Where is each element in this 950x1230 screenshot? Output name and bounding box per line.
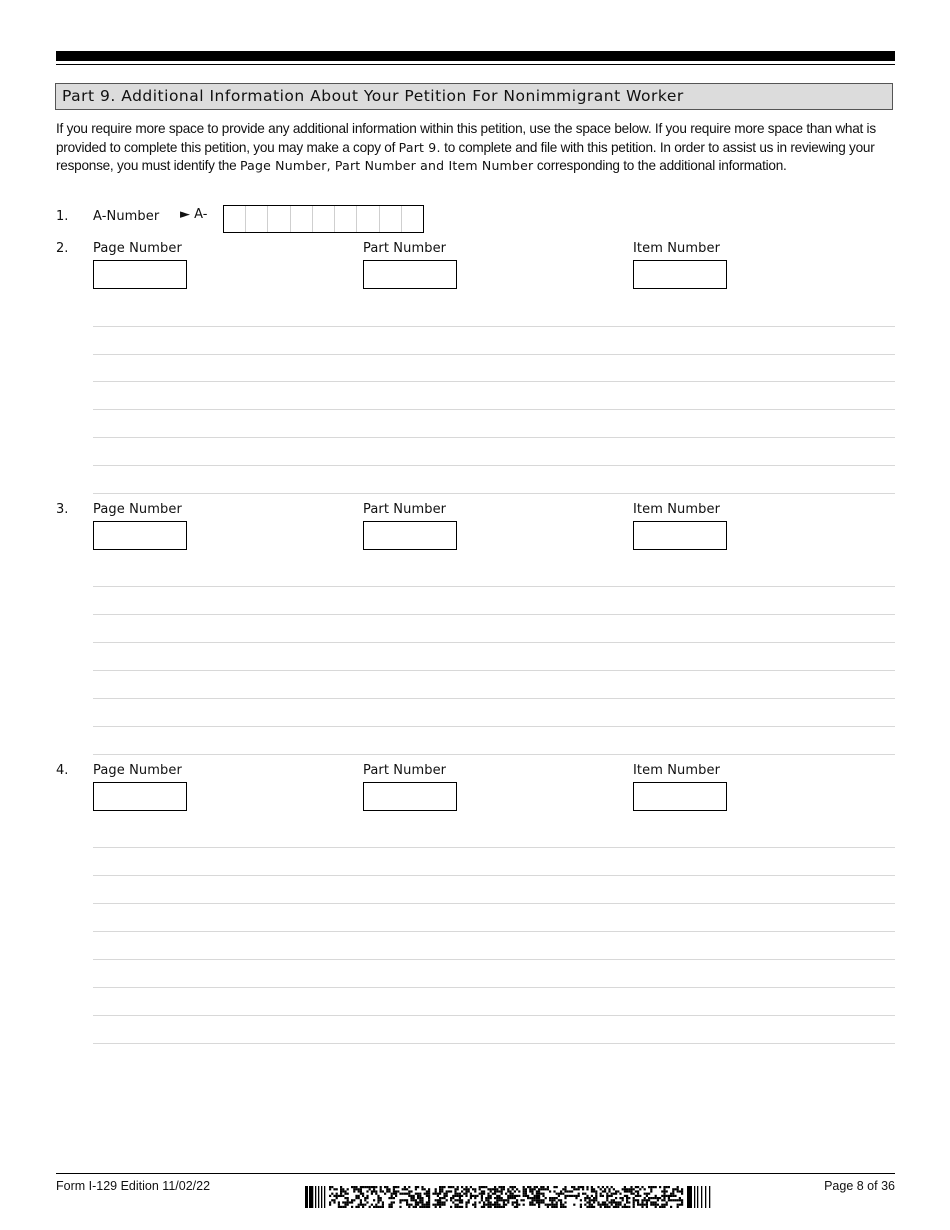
item-3-number: 3. bbox=[56, 502, 69, 517]
item-3-part-number-input[interactable] bbox=[363, 521, 457, 550]
item-2-item-label: Item Number bbox=[633, 241, 721, 256]
top-rule-thick bbox=[56, 51, 895, 61]
item-4-item-number-input[interactable] bbox=[633, 782, 727, 811]
item-2-page-label: Page Number bbox=[93, 241, 182, 256]
a-number-digit-cell bbox=[246, 206, 268, 232]
item-3-item-label: Item Number bbox=[633, 502, 721, 517]
item-2-part-label: Part Number bbox=[363, 241, 447, 256]
item-2-item-number-input[interactable] bbox=[633, 260, 727, 289]
a-number-digit-cell bbox=[357, 206, 379, 232]
item-2-answer-line[interactable] bbox=[93, 493, 895, 494]
item-4-answer-line[interactable] bbox=[93, 875, 895, 876]
a-number-digit-cell bbox=[224, 206, 246, 232]
item-3-answer-line[interactable] bbox=[93, 754, 895, 755]
item-3-answer-line[interactable] bbox=[93, 642, 895, 643]
item-2-answer-line[interactable] bbox=[93, 326, 895, 327]
item-3-answer-line[interactable] bbox=[93, 698, 895, 699]
a-number-digit-cell bbox=[291, 206, 313, 232]
item-3-page-label: Page Number bbox=[93, 502, 182, 517]
item-4-answer-line[interactable] bbox=[93, 959, 895, 960]
a-number-digit-cell bbox=[268, 206, 290, 232]
item-3-answer-line[interactable] bbox=[93, 670, 895, 671]
item-4-answer-line[interactable] bbox=[93, 847, 895, 848]
fields-reference: Page Number, Part Number and Item Number bbox=[239, 158, 534, 173]
item-2-part-number-input[interactable] bbox=[363, 260, 457, 289]
item-4-number: 4. bbox=[56, 763, 69, 778]
item-3-answer-line[interactable] bbox=[93, 726, 895, 727]
intro-text-a: If you require more space to provide any additional information within this petition, use the space below. If you require more space than what is provided to complete this petition, you may make a copy of bbox=[56, 121, 876, 155]
item-1-number: 1. bbox=[56, 209, 69, 224]
form-edition: Form I-129 Edition 11/02/22 bbox=[56, 1179, 211, 1193]
item-3-item-number-input[interactable] bbox=[633, 521, 727, 550]
item-4-part-label: Part Number bbox=[363, 763, 447, 778]
a-number-label: A-Number bbox=[93, 209, 160, 224]
item-3-page-number-input[interactable] bbox=[93, 521, 187, 550]
item-4-item-label: Item Number bbox=[633, 763, 721, 778]
footer-rule bbox=[56, 1173, 895, 1174]
item-4-answer-line[interactable] bbox=[93, 1043, 895, 1044]
barcode bbox=[305, 1186, 713, 1208]
part-9-header: Part 9. Additional Information About Your Petition For Nonimmigrant Worker bbox=[55, 83, 893, 110]
intro-text-b: to complete and file with this petition. In order to assist us in reviewing your response, you must identify the bbox=[56, 139, 875, 173]
item-3-answer-line[interactable] bbox=[93, 586, 895, 587]
instructions-paragraph bbox=[56, 120, 892, 176]
item-4-answer-line[interactable] bbox=[93, 903, 895, 904]
item-2-answer-line[interactable] bbox=[93, 437, 895, 438]
item-4-page-label: Page Number bbox=[93, 763, 182, 778]
item-2-answer-line[interactable] bbox=[93, 409, 895, 410]
a-number-digit-cell bbox=[402, 206, 423, 232]
item-3-answer-line[interactable] bbox=[93, 614, 895, 615]
a-number-digit-cell bbox=[335, 206, 357, 232]
item-2-answer-line[interactable] bbox=[93, 381, 895, 382]
item-4-answer-line[interactable] bbox=[93, 987, 895, 988]
item-4-part-number-input[interactable] bbox=[363, 782, 457, 811]
item-2-answer-line[interactable] bbox=[93, 465, 895, 466]
part-reference: Part 9. bbox=[398, 139, 441, 155]
item-2-answer-line[interactable] bbox=[93, 354, 895, 355]
item-2-number: 2. bbox=[56, 241, 69, 256]
item-3-part-label: Part Number bbox=[363, 502, 447, 517]
top-rule-thin bbox=[56, 64, 895, 65]
item-4-answer-line[interactable] bbox=[93, 931, 895, 932]
a-number-prefix: ► A- bbox=[180, 207, 208, 222]
a-number-digit-cell bbox=[380, 206, 402, 232]
item-4-answer-line[interactable] bbox=[93, 1015, 895, 1016]
a-number-digit-cell bbox=[313, 206, 335, 232]
item-4-page-number-input[interactable] bbox=[93, 782, 187, 811]
item-2-page-number-input[interactable] bbox=[93, 260, 187, 289]
intro-text-c: corresponding to the additional information. bbox=[533, 158, 787, 173]
a-number-input[interactable] bbox=[223, 205, 424, 233]
page-number: Page 8 of 36 bbox=[824, 1179, 895, 1193]
